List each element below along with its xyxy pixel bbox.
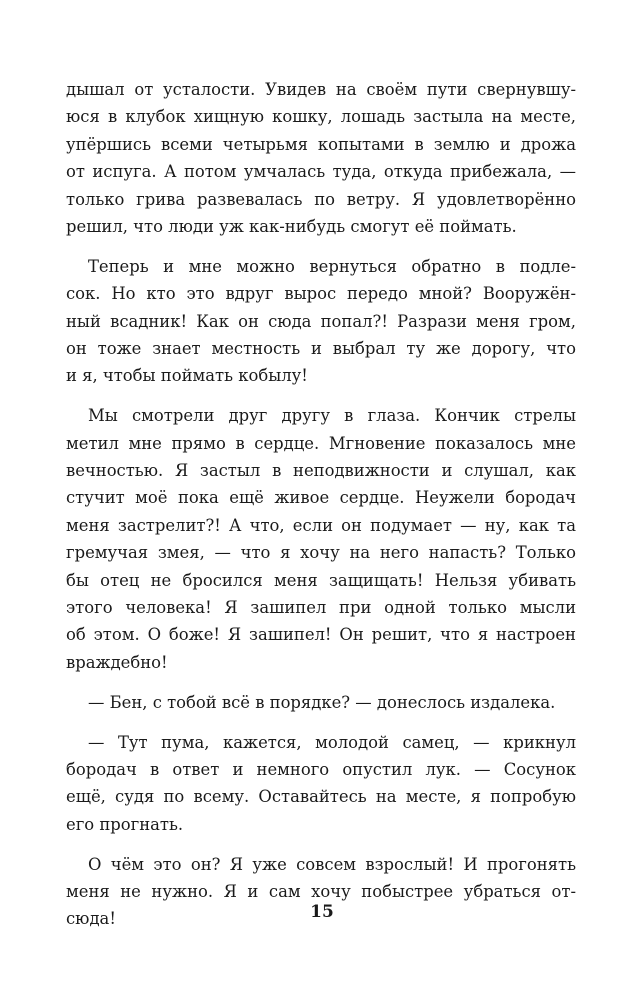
text-line: только грива развевалась по ветру. Я удовлетворённо	[66, 189, 576, 209]
paragraph	[66, 402, 576, 676]
paragraph	[66, 253, 576, 390]
text-line: меня застрелит?! А что, если он подумает — ну, как та	[66, 515, 576, 535]
page-text	[66, 76, 576, 933]
text-line: — Тут пума, кажется, молодой самец, — крикнул	[88, 732, 576, 752]
text-line: бородач в ответ и немного опустил лук. — Сосунок	[66, 759, 576, 779]
paragraph	[66, 729, 576, 839]
text-line: бы отец не бросился меня защищать! Нельзя убивать	[66, 570, 576, 590]
text-line: гремучая змея, — что я хочу на него напасть? Только	[66, 543, 576, 563]
text-line: ещё, судя по всему. Оставайтесь на месте, я попробую	[66, 787, 576, 807]
text-line: меня не нужно. Я и сам хочу побыстрее убраться от-	[66, 882, 576, 902]
text-line: Мы смотрели друг другу в глаза. Кончик стрелы	[88, 406, 576, 426]
text-line: решил, что люди уж как-нибудь смогут её поймать.	[66, 216, 517, 236]
text-line: он тоже знает местность и выбрал ту же дорогу, что	[66, 339, 576, 359]
text-line: метил мне прямо в сердце. Мгновение показалось мне	[66, 433, 576, 453]
text-line: дышал от усталости. Увидев на своём пути свернувшу-	[66, 80, 576, 99]
text-line: его прогнать.	[66, 814, 184, 834]
text-line: и я, чтобы поймать кобылу!	[66, 366, 308, 386]
text-line: упёршись всеми четырьмя копытами в землю и дрожа	[66, 134, 576, 154]
text-line: об этом. О боже! Я зашипел! Он решит, что я настроен	[66, 625, 576, 645]
text-line: юся в клубок хищную кошку, лошадь застыла на месте,	[66, 107, 576, 127]
text-line: ный всадник! Как он сюда попал?! Разрази меня гром,	[66, 311, 576, 331]
text-line: вечностью. Я застыл в неподвижности и слушал, как	[66, 461, 576, 481]
text-line: О чём это он? Я уже совсем взрослый! И прогонять	[88, 854, 576, 874]
text-line: от испуга. А потом умчалась туда, откуда прибежала, —	[66, 162, 576, 182]
text-line: сок. Но кто это вдруг вырос передо мной? Вооружён-	[66, 284, 576, 304]
paragraph	[66, 76, 576, 240]
text-line: стучит моё пока ещё живое сердце. Неужели бородач	[66, 488, 576, 508]
paragraph	[66, 689, 576, 716]
text-line: враждебно!	[66, 652, 168, 672]
page-number: 15	[310, 902, 334, 922]
text-line: — Бен, с тобой всё в порядке? — донеслось издалека.	[88, 692, 556, 712]
text-line: Теперь и мне можно вернуться обратно в подле-	[88, 256, 576, 276]
text-line: этого человека! Я зашипел при одной только мысли	[66, 598, 576, 618]
text-line: сюда!	[66, 909, 116, 929]
